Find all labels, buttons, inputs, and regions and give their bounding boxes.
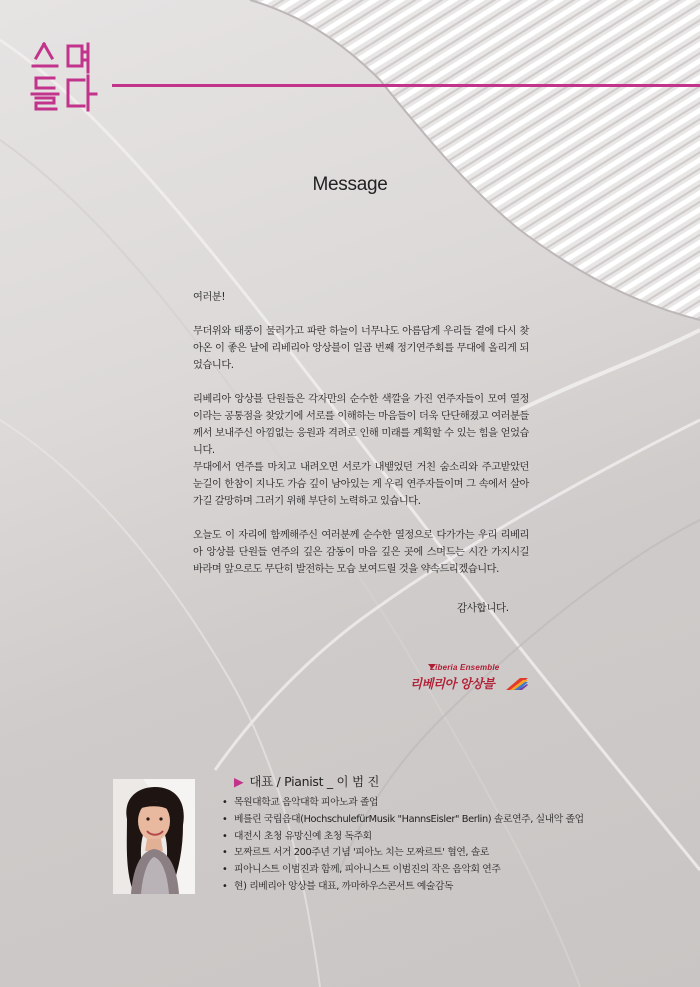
profile-list [222,795,584,896]
paragraph: 무더위와 태풍이 물러가고 파란 하늘이 너무나도 아름답게 우리들 곁에 다시 찾아온 이 좋은 날에 리베리아 앙상블이 일곱 번째 정기연주회를 무대에 올리게 되었습니다. [193,326,529,371]
bullet-icon: • [222,797,228,808]
list-item: • 현) 리베리아 앙상블 대표, 까마하우스콘서트 예술감독 [222,879,584,896]
bullet-icon: • [222,847,228,859]
profile-photo [113,779,195,894]
list-item: • 대전시 초청 유망신예 초청 독주회 [222,829,584,846]
list-item: • 모짜르트 서거 200주년 기념 '피아노 치는 모짜르트' 협연, 솔로 [222,845,584,862]
bullet-icon: • [222,830,228,842]
header-rule [112,84,700,87]
ensemble-logo-korean: 리베리아 앙상블 [410,676,495,691]
message-body [193,289,529,595]
paragraph: 무대에서 연주를 마치고 내려오면 서로가 내뱉었던 거친 숨소리와 주고받았던 눈길이 한참이 지나도 가슴 깊이 남아있는 게 우리 연주자들이며 그 속에서 살아가길 갈망하며 그러기 위해 부단히 노력하고 있습니다. [193,462,529,507]
ensemble-logo-english: Liberia Ensemble [430,663,500,672]
list-item: • 베를린 국립음대(HochschulefürMusik "HannsEisler" Berlin) 솔로연주, 실내악 졸업 [222,812,584,829]
list-item: • 피아니스트 이범진과 함께, 피아니스트 이범진의 작은 음악회 연주 [222,862,584,879]
profile-heading [234,772,379,790]
smyeodeulda-logo [30,40,110,112]
paragraph: 리베리아 앙상블 단원들은 각자만의 순수한 색깔을 가진 연주자들이 모여 열정이라는 공통점을 찾았기에 서로를 이해하는 마음들이 더욱 단단해졌고 여러분들께서 보내주신 아낌없는 응원과 격려로 인해 미래를 계획할 수 있는 힘을 얻었습니다. [193,394,529,456]
bullet-icon: • [222,864,228,876]
bullet-icon: • [222,880,228,892]
list-item: • 목원대학교 음악대학 피아노과 졸업 [222,795,584,812]
paragraph: 오늘도 이 자리에 함께해주신 여러분께 순수한 열정으로 다가가는 우리 리베리아 앙상블 단원들 연주의 깊은 감동이 마음 깊은 곳에 스며드는 시간 가지시길 바라며 앞으로도 무단히 발전하는 모습 보여드릴 것을 약속드리겠습니다. [193,530,529,575]
closing-text: 감사합니다. [457,602,509,614]
page-title: Message [312,174,388,195]
greeting: 여러분! [193,292,226,303]
triangle-bullet-icon: ▶ [234,774,244,789]
profile-heading-text: 대표 / Pianist _ 이 범 진 [249,774,380,789]
bullet-icon: • [222,813,228,825]
